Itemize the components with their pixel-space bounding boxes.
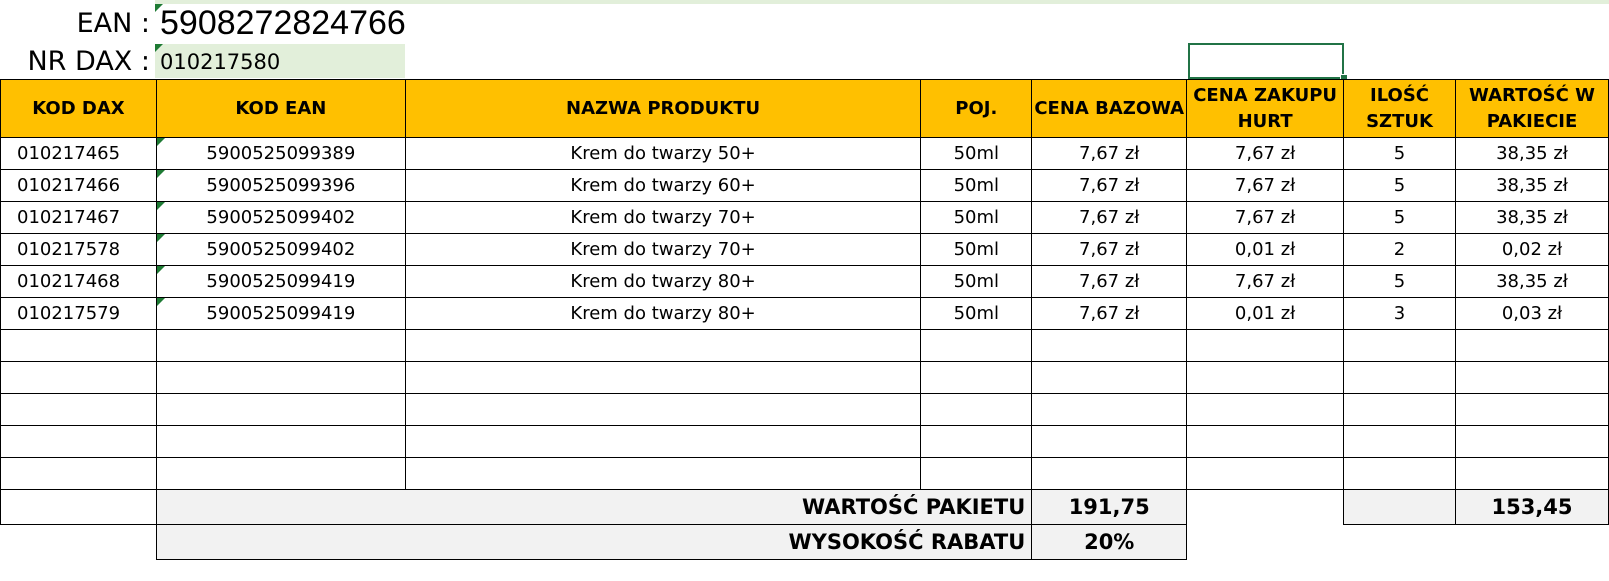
empty-cell[interactable]: [1187, 362, 1344, 394]
empty-cell[interactable]: [156, 362, 405, 394]
cell-note-marker: [157, 234, 165, 242]
empty-row: [1, 362, 1609, 394]
empty-cell[interactable]: [1032, 458, 1187, 490]
cell-ilosc[interactable]: 5: [1344, 170, 1456, 202]
empty-cell[interactable]: [1, 394, 157, 426]
cell-nazwa-produktu[interactable]: Krem do twarzy 70+: [405, 202, 921, 234]
cell-note-marker: [157, 298, 165, 306]
cell-cena-bazowa[interactable]: 7,67 zł: [1032, 298, 1187, 330]
empty-cell[interactable]: [1456, 426, 1609, 458]
empty-cell[interactable]: [1456, 458, 1609, 490]
table-row: [1, 170, 1609, 202]
empty-cell[interactable]: [1, 330, 157, 362]
cell-ilosc[interactable]: 3: [1344, 298, 1456, 330]
table-row: [1, 266, 1609, 298]
cell-kod-ean[interactable]: [156, 138, 405, 170]
summary-row-package-value: [1, 490, 1609, 525]
empty-cell[interactable]: [1344, 330, 1456, 362]
cell-kod-dax[interactable]: 010217465: [1, 138, 157, 170]
cell-nazwa-produktu[interactable]: Krem do twarzy 80+: [405, 298, 921, 330]
empty-cell[interactable]: [1032, 426, 1187, 458]
cell-kod-ean[interactable]: [156, 234, 405, 266]
empty-cell[interactable]: [405, 426, 921, 458]
empty-cell[interactable]: [921, 426, 1032, 458]
cell-wartosc[interactable]: 38,35 zł: [1456, 266, 1609, 298]
cell-kod-ean[interactable]: [156, 202, 405, 234]
cell-kod-ean-text: 5900525099419: [206, 271, 356, 292]
cell-poj[interactable]: 50ml: [921, 202, 1032, 234]
empty-cell[interactable]: [1344, 525, 1456, 560]
table-row: [1, 202, 1609, 234]
col-header-kod-dax[interactable]: KOD DAX: [1, 80, 157, 138]
cell-note-marker: [157, 266, 165, 274]
empty-row: [1, 394, 1609, 426]
cell-nazwa-produktu[interactable]: Krem do twarzy 60+: [405, 170, 921, 202]
cell-nazwa-produktu[interactable]: Krem do twarzy 80+: [405, 266, 921, 298]
cell-kod-ean-text: 5900525099419: [206, 303, 356, 324]
cell-kod-ean[interactable]: [156, 170, 405, 202]
empty-cell[interactable]: [1187, 394, 1344, 426]
empty-cell[interactable]: [1187, 426, 1344, 458]
header-row: [1, 80, 1609, 138]
cell-note-marker: [157, 170, 165, 178]
cell-kod-dax[interactable]: 010217467: [1, 202, 157, 234]
empty-cell[interactable]: [405, 330, 921, 362]
empty-cell[interactable]: [1, 490, 157, 525]
package-value[interactable]: 191,75: [1032, 490, 1187, 525]
empty-cell[interactable]: [405, 362, 921, 394]
cell-cena-bazowa[interactable]: 7,67 zł: [1032, 266, 1187, 298]
empty-cell[interactable]: [1344, 458, 1456, 490]
empty-cell[interactable]: [1456, 525, 1609, 560]
empty-cell[interactable]: [1187, 458, 1344, 490]
empty-cell[interactable]: [1344, 426, 1456, 458]
empty-cell[interactable]: [405, 458, 921, 490]
cell-poj[interactable]: 50ml: [921, 298, 1032, 330]
cell-kod-ean[interactable]: [156, 298, 405, 330]
cell-nazwa-produktu[interactable]: Krem do twarzy 50+: [405, 138, 921, 170]
empty-cell[interactable]: [1344, 362, 1456, 394]
cell-ilosc[interactable]: 5: [1344, 266, 1456, 298]
discount-label[interactable]: WYSOKOŚĆ RABATU: [156, 525, 1031, 560]
col-header-ilosc-sztuk[interactable]: ILOŚĆ SZTUK: [1344, 80, 1456, 138]
cell-kod-dax[interactable]: 010217578: [1, 234, 157, 266]
empty-cell[interactable]: [156, 458, 405, 490]
cell-poj[interactable]: 50ml: [921, 266, 1032, 298]
empty-cell[interactable]: [1032, 330, 1187, 362]
cell-cena-zakupu[interactable]: 7,67 zł: [1187, 138, 1344, 170]
cell-ilosc[interactable]: 5: [1344, 202, 1456, 234]
empty-cell[interactable]: [1456, 394, 1609, 426]
cell-note-marker: [157, 202, 165, 210]
col-header-poj[interactable]: POJ.: [921, 80, 1032, 138]
package-value-label[interactable]: WARTOŚĆ PAKIETU: [156, 490, 1031, 525]
empty-cell[interactable]: [1187, 490, 1344, 525]
product-table: [0, 79, 1609, 560]
dax-label: NR DAX :: [27, 46, 150, 77]
empty-cell[interactable]: [1, 362, 157, 394]
cell-kod-ean-text: 5900525099396: [206, 175, 356, 196]
col-header-cena-zakupu-hurt[interactable]: CENA ZAKUPU HURT: [1187, 80, 1344, 138]
col-header-wartosc-w-pakiecie[interactable]: WARTOŚĆ W PAKIECIE: [1456, 80, 1609, 138]
empty-row: [1, 426, 1609, 458]
empty-cell[interactable]: [1, 525, 157, 560]
empty-cell[interactable]: [921, 330, 1032, 362]
dax-value[interactable]: 010217580: [160, 50, 281, 74]
empty-cell[interactable]: [921, 458, 1032, 490]
col-header-nazwa-produktu[interactable]: NAZWA PRODUKTU: [405, 80, 921, 138]
cell-kod-ean-text: 5900525099402: [206, 207, 356, 228]
empty-cell[interactable]: [1, 426, 157, 458]
ean-value[interactable]: 5908272824766: [160, 4, 406, 42]
empty-row: [1, 330, 1609, 362]
cell-kod-ean[interactable]: [156, 266, 405, 298]
empty-cell[interactable]: [1187, 525, 1344, 560]
cell-poj[interactable]: 50ml: [921, 234, 1032, 266]
cell-kod-dax[interactable]: 010217466: [1, 170, 157, 202]
empty-cell[interactable]: [921, 394, 1032, 426]
cell-poj[interactable]: 50ml: [921, 138, 1032, 170]
empty-cell[interactable]: [1, 458, 157, 490]
cell-kod-dax[interactable]: 010217468: [1, 266, 157, 298]
cell-nazwa-produktu[interactable]: Krem do twarzy 70+: [405, 234, 921, 266]
cell-wartosc[interactable]: 0,02 zł: [1456, 234, 1609, 266]
cell-kod-ean-text: 5900525099389: [206, 143, 356, 164]
cell-ilosc[interactable]: 5: [1344, 138, 1456, 170]
empty-cell[interactable]: [921, 362, 1032, 394]
cell-cena-zakupu[interactable]: 7,67 zł: [1187, 202, 1344, 234]
table-row: [1, 234, 1609, 266]
empty-cell[interactable]: [156, 394, 405, 426]
ean-label: EAN :: [76, 8, 150, 39]
empty-row: [1, 458, 1609, 490]
empty-summary-cell[interactable]: [1344, 490, 1456, 525]
package-total-value[interactable]: 153,45: [1456, 490, 1609, 525]
cell-kod-ean-text: 5900525099402: [206, 239, 356, 260]
empty-cell[interactable]: [1032, 394, 1187, 426]
empty-cell[interactable]: [405, 394, 921, 426]
empty-cell[interactable]: [156, 426, 405, 458]
cell-wartosc[interactable]: 0,03 zł: [1456, 298, 1609, 330]
cell-note-marker: [157, 138, 165, 146]
summary-row-discount: [1, 525, 1609, 560]
empty-cell[interactable]: [1456, 362, 1609, 394]
cell-ilosc[interactable]: 2: [1344, 234, 1456, 266]
cell-cena-bazowa[interactable]: 7,67 zł: [1032, 170, 1187, 202]
cell-cena-zakupu[interactable]: 0,01 zł: [1187, 234, 1344, 266]
cell-cena-zakupu[interactable]: 7,67 zł: [1187, 266, 1344, 298]
table-row: [1, 138, 1609, 170]
cell-poj[interactable]: 50ml: [921, 170, 1032, 202]
col-header-kod-ean[interactable]: KOD EAN: [156, 80, 405, 138]
selected-cell[interactable]: [1188, 43, 1344, 79]
discount-value[interactable]: 20%: [1032, 525, 1187, 560]
empty-cell[interactable]: [1344, 394, 1456, 426]
cell-wartosc[interactable]: 38,35 zł: [1456, 138, 1609, 170]
empty-cell[interactable]: [1187, 330, 1344, 362]
cell-cena-zakupu[interactable]: 0,01 zł: [1187, 298, 1344, 330]
empty-cell[interactable]: [1456, 330, 1609, 362]
cell-wartosc[interactable]: 38,35 zł: [1456, 170, 1609, 202]
empty-cell[interactable]: [1032, 362, 1187, 394]
cell-cena-bazowa[interactable]: 7,67 zł: [1032, 138, 1187, 170]
cell-kod-dax[interactable]: 010217579: [1, 298, 157, 330]
table-row: [1, 298, 1609, 330]
cell-cena-zakupu[interactable]: 7,67 zł: [1187, 170, 1344, 202]
cell-wartosc[interactable]: 38,35 zł: [1456, 202, 1609, 234]
col-header-cena-bazowa[interactable]: CENA BAZOWA: [1032, 80, 1187, 138]
empty-cell[interactable]: [156, 330, 405, 362]
cell-cena-bazowa[interactable]: 7,67 zł: [1032, 234, 1187, 266]
cell-cena-bazowa[interactable]: 7,67 zł: [1032, 202, 1187, 234]
